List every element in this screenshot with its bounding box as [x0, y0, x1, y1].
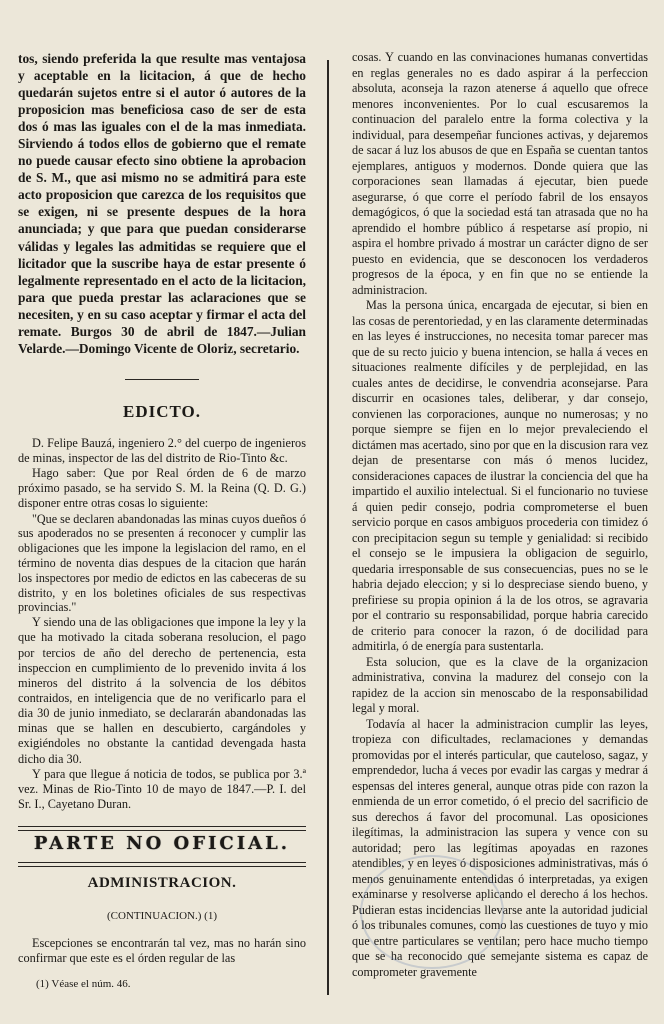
article-paragraph: Esta solucion, que es la clave de la organizacion administrativa, convina la madurez del consejo con la rapidez de la accion sin menoscabo de la responsabilidad legal y moral. [352, 654, 648, 715]
library-stamp [360, 855, 504, 969]
section-double-rule [18, 826, 306, 831]
section-double-rule-bottom [18, 862, 306, 867]
article-paragraph: Mas la persona única, encargada de ejecutar, si bien en las cosas de perentoriedad, y en las claramente determinadas en las leyes é instrucciones, no necesita tomar parecer mas que de su recto juicio y buena intencion, se halla á veces en situaciones realmente difíciles y de perplejidad, en las cuales antes de decidirse, le convendria aconsejarse. Para discurrir en ocasiones tales, deliberar, y dar consejo, convienen las corporaciones, aunque no numerosas; y no porque siempre se fijen en lo mejor prevaleciendo el dictámen mas acertado, sino por que en la discusion rara vez dejan de presentarse con más ó menos lucidez, consideraciones capaces de ilustrar la conciencia del que ha impartido el auxilio intelectual. Si el funcionario no tuviese á quien pedir consejo, podria comprometerse el buen servicio porque en casos ambiguos procederia con timidez ó con precipitacion segun su temple y genialidad: si recibido el consejo se le impusiera la obligacion de seguirlo, quedaria irresponsable de sus consecuencias, pues no se le habria dejado eleccion; y si lo despreciase siendo bueno, y prefiriese su propia opinion á la de los otros, se agravaria por el contrario su responsabilidad, porque habria carecido de criterio para conocer la razon, ó de docilidad para admitirla, ó de energía para sustentarla. [352, 298, 648, 653]
continuation-label: (CONTINUACION.) (1) [107, 910, 217, 923]
edicto-closing: Y para que llegue á noticia de todos, se publica por 3.ª vez. Minas de Rio-Tinto 10 de mayo de 1847.—P. I. del Sr. I., Cayetano Duran. [18, 766, 306, 812]
article-paragraph: cosas. Y cuando en las convinaciones humanas convertidas en reglas generales no es dado aspirar á la perfeccion absoluta, aconseja la razon atenerse á aquello que ofrece menores inconvenientes. Por lo cual escusaremos la continuacion del paralelo entre la forma colectiva y la individual, para desempeñar funciones activas, y dejaremos de sacar á luz los abusos de que en España se cuentan tantos ejemplares, antiguos y modernos. Donde quiera que las corporaciones sean llamadas á ejecutar, bien puede asegurarse, ó que corre el período fabril de los ensayos demagógicos, ó que la sociedad está tan atrasada que no ha aprendido el hombre público á respetarse así propio, ni aspira el hombre privado á mostrar un carácter digno de ser puesto en evidencia, que se desconocen los verdaderos progresos de la época, y en fin que no se entiende la administracion. [352, 50, 648, 297]
edicto-issuer: D. Felipe Bauzá, ingeniero 2.° del cuerpo de ingenieros de minas, inspector de las del distrito de Rio-Tinto &c. [18, 435, 306, 465]
divider-rule [125, 379, 199, 380]
edicto-quote: "Que se declaren abandonadas las minas cuyos dueños ó sus apoderados no se presenten á reconocer y cumplir las obligaciones que les impone la legislacion del ramo, en el término de noventa dias despues de la citacion que harán los inspectores por medio de edictos en las cabeceras de su distrito, y en los boletines oficiales de sus respectivas provincias." [18, 511, 306, 615]
section-title: PARTE NO OFICIAL. [33, 833, 291, 855]
right-column [352, 50, 648, 980]
auction-notice-paragraph: tos, siendo preferida la que resulte mas ventajosa y aceptable en la licitacion, á que de hecho quedarán sujetos entre si el autor ó autores de la proposicion mas beneficiosa caso de ser de esta dos ó mas las iguales con el de la mas inmediata. Sirviendo á todos ellos de gobierno que el remate no puede causar efecto sino obtiene la aprobacion de S. M., que asi mismo no se admitirá para este acto proposicion que carezca de los requisitos que se exigen, ni se presente despues de la hora anunciada; y que para que puedan considerarse válidas y legales las admitidas se requiere que el licitador que la suscribe haya de estar presente ó legalmente representado en el acto de la licitacion, para que pueda prestar las aclaraciones que se necesiten, y en su caso aceptar y firmar el acta del remate. Burgos 30 de abril de 1847.—Julian Velarde.—Domingo Vicente de Oloriz, secretario. [18, 51, 306, 356]
left-column [18, 50, 306, 967]
column-divider [327, 60, 329, 995]
edicto-title: EDICTO. [122, 401, 201, 421]
footnote: (1) Véase el núm. 46. [36, 978, 131, 990]
article-paragraph: Todavía al hacer la administracion cumplir las leyes, tropieza con dificultades, reclamaciones y demandas promovidas por el interés particular, que cauteloso, sagaz, y emprendedor, lucha á veces por evadir las cargas y medrar á espensas del interes general, aunque otras pide con razon la enmienda de un error cometido, ó el precio del sacrificio de sus derechos á favor del procomunal. Las oposiciones ilegítimas, la administracion las supera y vence con su autoridad; pero las legítimas apoyadas en razones atendibles, y en leyes ó disposiciones administrativas, más ó menos genuinamente entendidas ó interpretadas, ya exigen examinarse y resolverse aplicando el derecho á los hechos. Pudieran estas incidencias llevarse ante la autoridad judicial ó los tribunales comunes, como las cuestiones de tuyo y mio que entre particulares se ventilan; pero hace mucho tiempo que se ha reconocido que semejante sistema es capaz de comprometer gravemente [352, 716, 648, 979]
article-paragraph-start: Escepciones se encontrarán tal vez, mas no harán sino confirmar que este es el órden regular de las [18, 936, 306, 966]
article-title: ADMINISTRACION. [87, 875, 237, 892]
edicto-obligations: Y siendo una de las obligaciones que impone la ley y la que ha motivado la citada soberana resolucion, el pago por tercios de año del derecho de pertenencia, esta inspeccion en cumplimiento de lo prevenido invita á los mineros del distrito á la solvencia de los débitos contraidos, en inteligencia que de no verificarlo para el dia 30 de junio inmediato, se declararán abandonadas las minas que se hallen en descubierto, cargándoles y exigiéndoles no obstante la cantidad devengada hasta dicho dia 30. [18, 615, 306, 766]
edicto-announcement: Hago saber: Que por Real órden de 6 de marzo próximo pasado, se ha servido S. M. la Reina (Q. D. G.) disponer entre otras cosas lo siguiente: [18, 466, 306, 511]
